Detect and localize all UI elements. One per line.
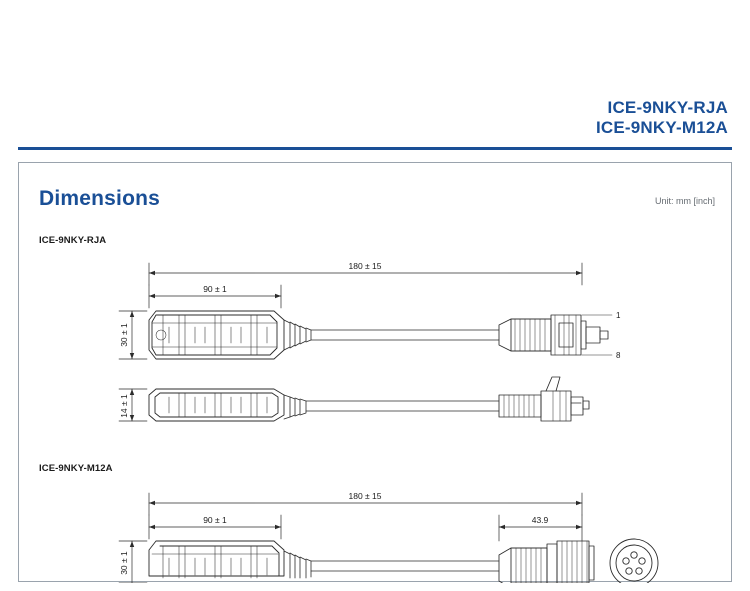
dim-body-rja <box>149 285 281 308</box>
pin-label-1: 1 <box>616 311 621 320</box>
dim-overall-m12a <box>149 493 582 515</box>
dim-text-height-m12a: 30 ± 1 <box>119 551 129 575</box>
rja-cable <box>311 330 499 340</box>
rj45-plug <box>499 377 589 421</box>
unit-note: Unit: mm [inch] <box>654 196 715 206</box>
pin-label-8: 8 <box>616 351 621 360</box>
dim-height-rja <box>119 311 147 359</box>
rja-strain-relief <box>284 320 311 350</box>
dim-text-overall-m12a: 180 ± 15 <box>348 491 382 501</box>
dim-text-overall-rja: 180 ± 15 <box>348 261 382 271</box>
model-code-rja: ICE-9NKY-RJA <box>607 98 728 117</box>
dim-text-connector-m12a: 43.9 <box>531 515 549 525</box>
dimensions-panel <box>18 162 732 582</box>
m12a-cable <box>311 561 499 571</box>
m12a-connector-ribs <box>516 541 587 583</box>
drawing-label-rja: ICE-9NKY-RJA <box>39 235 107 246</box>
header-divider <box>18 147 732 150</box>
dim-thickness-rja <box>119 389 147 421</box>
page-title: Dimensions <box>39 187 161 210</box>
dim-connector-m12a <box>499 515 582 541</box>
model-code-list <box>596 98 728 138</box>
rja-right-connector <box>499 315 608 355</box>
model-code-m12a: ICE-9NKY-M12A <box>595 118 728 138</box>
dim-text-height-rja: 30 ± 1 <box>119 323 129 347</box>
dim-body-m12a <box>149 515 281 539</box>
technical-drawings <box>19 163 733 583</box>
page-header <box>0 0 750 148</box>
rja-pin-leaders <box>582 315 612 355</box>
dim-overall-rja <box>149 263 582 285</box>
dim-height-m12a <box>119 541 147 583</box>
m12a-connector <box>499 541 594 583</box>
rja-plug-body <box>149 311 284 359</box>
dim-text-body-rja: 90 ± 1 <box>203 284 227 294</box>
rj45-plug-ribs <box>504 391 566 421</box>
rja-side-cable <box>306 401 499 411</box>
drawing-label-m12a: ICE-9NKY-M12A <box>39 463 113 474</box>
m12a-front-view <box>610 539 658 583</box>
rja-right-connector-ribs <box>515 315 576 355</box>
m12a-strain-relief <box>284 551 311 578</box>
m12a-plug-ribs <box>152 546 278 578</box>
m12a-plug-body <box>149 541 284 576</box>
rja-plug-ribs <box>152 315 277 355</box>
rja-side-strain-relief <box>284 395 306 419</box>
dim-text-body-m12a: 90 ± 1 <box>203 515 227 525</box>
rja-side-ribs <box>169 393 267 417</box>
rja-side-body <box>149 389 284 421</box>
dim-text-thickness-rja: 14 ± 1 <box>119 394 129 418</box>
